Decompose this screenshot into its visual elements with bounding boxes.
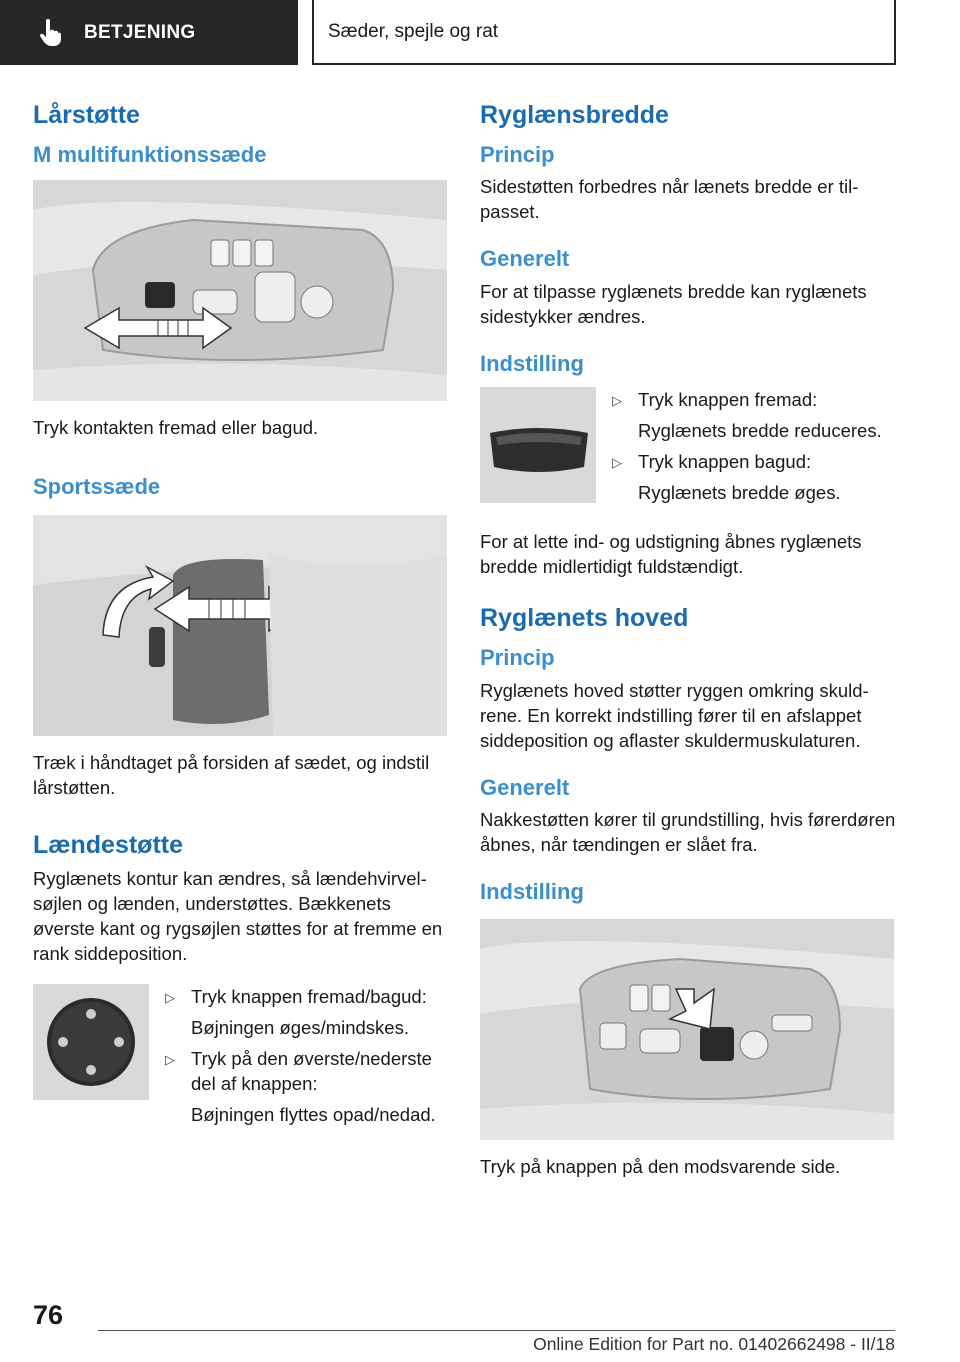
lumbar-support-body: Ryglænets kontur kan ændres, så lændehvirvelsøjlen og lænden, understøttes. Bækkenets øverste kant og rygsøjlen støttes for at fremme en rank siddeposition. [33,867,443,964]
head-adjust-illustration [480,919,894,1140]
m-seat-heading: M multifunktionssæde [33,142,267,167]
width-adjust-heading: Indstilling [480,350,584,376]
head-principle-heading: Princip [480,645,555,671]
width-note: For at lette ind- og udstigning åbnes ryglænets bredde midlertidigt fuldstændigt. [480,531,862,578]
head-principle-body: Ryglænets hoved støtter ryggen omkring skuldrene. En korrekt indstilling fører til en afslappet siddeposition og aflaster skuldermuskulaturen. [480,679,869,751]
m-seat-illustration [33,180,447,401]
sport-seat-caption: Træk i håndtaget på forsiden af sædet, og indstil lårstøtten. [33,751,430,798]
header-section-tab [0,0,298,65]
backrest-width-title: Ryglænsbredde [480,101,669,129]
width-steps-list [608,387,882,511]
lumbar-adjust-row [33,984,449,1133]
right-column [480,100,896,1179]
width-switch-illustration [480,387,596,503]
backrest-head-title: Ryglænets hoved [480,604,689,633]
head-general-body: Nakkestøtten kører til grundstilling, hvis førerdøren åbnes, når tændingen er slået fra. [480,808,896,855]
triangle-bullet-icon: ▷ [165,989,175,1005]
left-column [33,100,449,1133]
triangle-bullet-icon: ▷ [612,455,622,471]
lumbar-knob-illustration [33,984,149,1100]
header-chapter-box [312,0,896,65]
width-general-heading: Generelt [480,246,570,272]
sport-seat-heading: Sportssæde [33,474,161,500]
header-section-title: BETJENING [84,21,196,43]
head-adjust-caption: Tryk på knappen på den modsvarende side. [480,1156,841,1178]
hand-touch-icon [38,19,62,47]
head-adjust-heading: Indstilling [480,878,584,904]
width-principle-body: Sidestøtten forbedres når lænets bredde er tilpasset. [480,176,859,223]
footer-edition: Online Edition for Part no. 01402662498 - II/18 [533,1334,895,1354]
lumbar-support-title: Lændestøtte [33,830,183,859]
width-principle-heading: Princip [480,142,555,167]
lumbar-steps-list [161,984,449,1133]
triangle-bullet-icon: ▷ [165,1051,175,1067]
list-item: ▷ Tryk på den øverste/nederste del af knappen: Bøjningen flyttes opad/nedad. [165,1047,436,1125]
header-chapter-title: Sæder, spejle og rat [328,20,499,42]
triangle-bullet-icon: ▷ [612,393,622,409]
thigh-support-title: Lårstøtte [33,101,140,129]
page-number: 76 [33,1300,64,1330]
sport-seat-illustration [33,515,447,736]
head-general-heading: Generelt [480,774,570,800]
list-item: ▷ Tryk knappen bagud: Ryglænets bredde øges. [612,451,841,504]
footer-divider [98,1330,895,1331]
list-item: ▷ Tryk knappen fremad/bagud: Bøjningen øges/mindskes. [165,985,427,1038]
list-item: ▷ Tryk knappen fremad: Ryglænets bredde reduceres. [612,389,882,442]
m-seat-caption: Tryk kontakten fremad eller bagud. [33,417,319,439]
width-general-body: For at tilpasse ryglænets bredde kan ryglænets sidestykker ændres. [480,280,867,327]
width-adjust-row [480,387,896,511]
